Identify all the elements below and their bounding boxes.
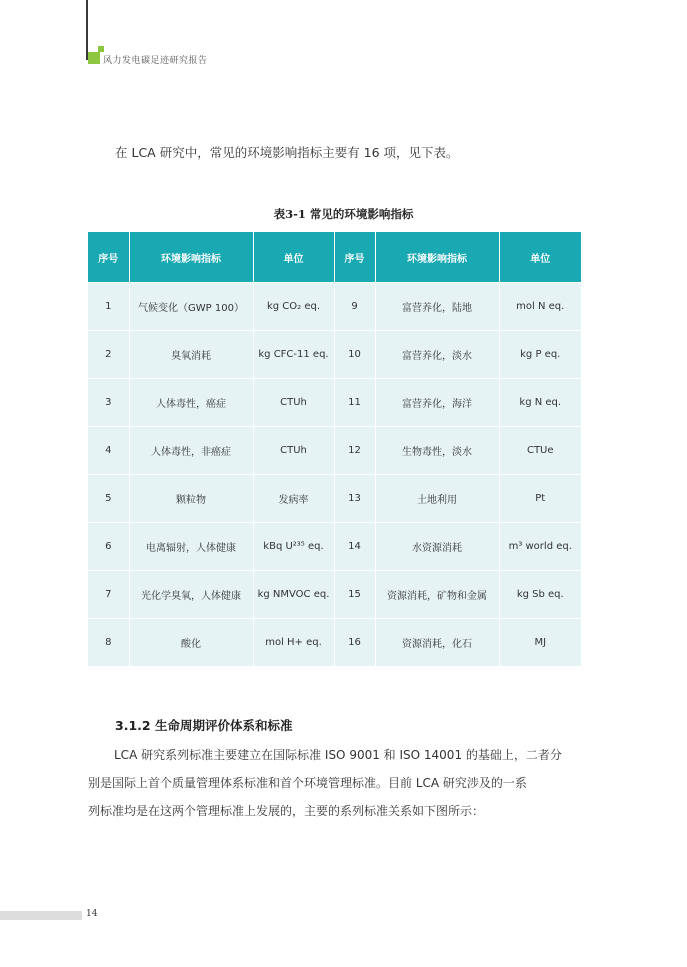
cell-unit: Pt [499,475,581,523]
cell-unit: kBq U²³⁵ eq. [253,523,334,571]
cell-indicator: 土地利用 [375,475,499,523]
header-accent-square [88,52,100,64]
table-row [88,379,581,427]
footer-bar [0,911,82,920]
cell-index: 14 [334,523,375,571]
cell-indicator: 臭氧消耗 [129,331,253,379]
cell-unit: kg N eq. [499,379,581,427]
table-header-row [88,232,581,283]
cell-index: 10 [334,331,375,379]
cell-indicator: 富营养化，海洋 [375,379,499,427]
header-indicator: 环境影响指标 [375,232,499,283]
cell-index: 5 [88,475,129,523]
cell-unit: CTUe [499,427,581,475]
cell-unit: kg CFC-11 eq. [253,331,334,379]
cell-index: 7 [88,571,129,619]
cell-index: 15 [334,571,375,619]
header-unit: 单位 [253,232,334,283]
cell-indicator: 酸化 [129,619,253,667]
cell-indicator: 资源消耗，矿物和金属 [375,571,499,619]
indicator-table [88,232,581,666]
cell-index: 11 [334,379,375,427]
cell-index: 1 [88,283,129,331]
table-row [88,571,581,619]
cell-indicator: 富营养化，淡水 [375,331,499,379]
header-indicator: 环境影响指标 [129,232,253,283]
table-row [88,523,581,571]
header-index: 序号 [88,232,129,283]
cell-indicator: 生物毒性，淡水 [375,427,499,475]
cell-index: 9 [334,283,375,331]
header-unit: 单位 [499,232,581,283]
cell-unit: mol N eq. [499,283,581,331]
cell-indicator: 水资源消耗 [375,523,499,571]
cell-index: 13 [334,475,375,523]
cell-index: 12 [334,427,375,475]
running-header-title: 风力发电碳足迹研究报告 [103,56,208,66]
cell-indicator: 电离辐射，人体健康 [129,523,253,571]
table-row [88,331,581,379]
cell-indicator: 光化学臭氧，人体健康 [129,571,253,619]
cell-unit: kg CO₂ eq. [253,283,334,331]
body-paragraph [88,741,584,825]
cell-indicator: 气候变化（GWP 100） [129,283,253,331]
cell-unit: kg Sb eq. [499,571,581,619]
cell-unit: mol H+ eq. [253,619,334,667]
paragraph-line: 别是国际上首个质量管理体系标准和首个环境管理标准。目前 LCA 研究涉及的一系 [88,776,527,790]
table-row [88,427,581,475]
paragraph-line: 列标准均是在这两个管理标准上发展的，主要的系列标准关系如下图所示： [88,804,485,818]
cell-unit: 发病率 [253,475,334,523]
cell-indicator: 人体毒性，癌症 [129,379,253,427]
cell-unit: kg P eq. [499,331,581,379]
cell-indicator: 资源消耗，化石 [375,619,499,667]
header-index: 序号 [334,232,375,283]
cell-indicator: 人体毒性，非癌症 [129,427,253,475]
cell-indicator: 颗粒物 [129,475,253,523]
table-row [88,475,581,523]
intro-sentence: 在 LCA 研究中，常见的环境影响指标主要有 16 项，见下表。 [115,145,459,160]
paragraph-line: LCA 研究系列标准主要建立在国际标准 ISO 9001 和 ISO 14001 的基础上，二者分 [114,748,562,762]
cell-unit: m³ world eq. [499,523,581,571]
table-caption: 表3-1 常见的环境影响指标 [273,207,414,221]
cell-index: 8 [88,619,129,667]
table-row [88,283,581,331]
cell-unit: CTUh [253,379,334,427]
cell-unit: kg NMVOC eq. [253,571,334,619]
section-heading: 3.1.2 生命周期评价体系和标准 [115,718,293,733]
cell-index: 4 [88,427,129,475]
cell-index: 16 [334,619,375,667]
header-vertical-rule [86,0,88,60]
cell-indicator: 富营养化，陆地 [375,283,499,331]
cell-index: 2 [88,331,129,379]
page-number: 14 [86,909,98,919]
cell-index: 3 [88,379,129,427]
cell-index: 6 [88,523,129,571]
cell-unit: CTUh [253,427,334,475]
cell-unit: MJ [499,619,581,667]
table-row [88,619,581,667]
